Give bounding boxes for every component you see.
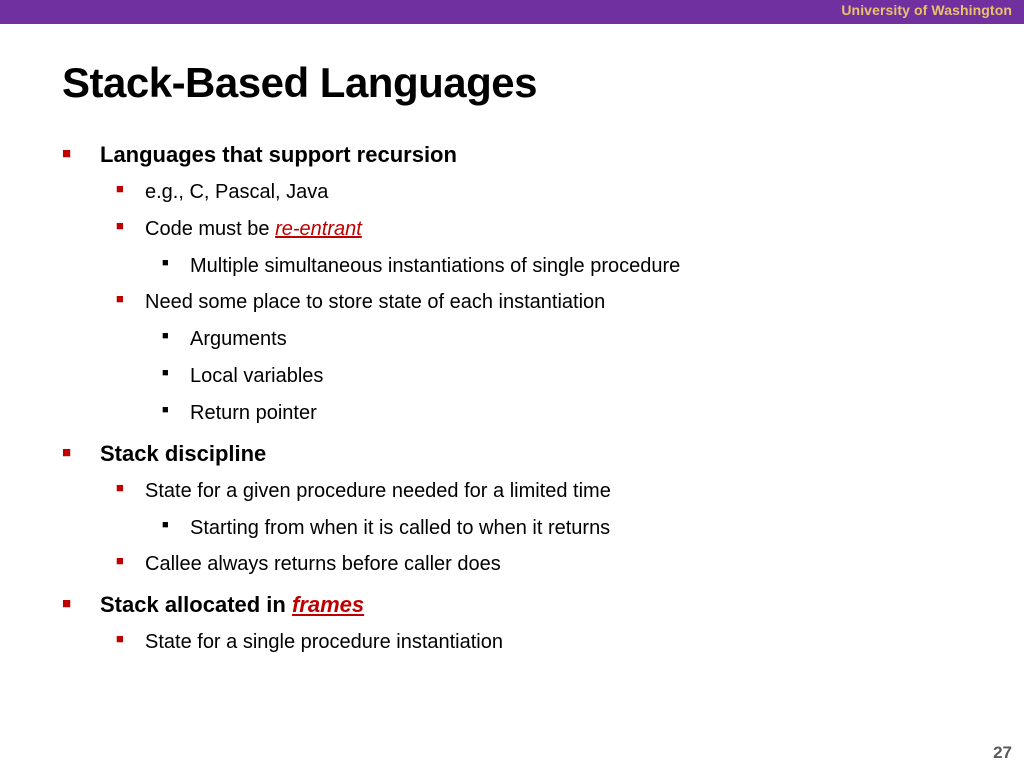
bullet-local-variables xyxy=(162,365,323,388)
bullet-store-state xyxy=(116,291,605,314)
square-bullet-icon: ■ xyxy=(116,631,124,646)
reentrant-term: re-entrant xyxy=(275,218,362,240)
bullet-text: Arguments xyxy=(190,328,287,350)
bullet-limited-time xyxy=(116,480,611,503)
square-bullet-icon: ■ xyxy=(62,444,72,461)
university-label: University of Washington xyxy=(841,2,1012,18)
bullet-text: Multiple simultaneous instantiations of single procedure xyxy=(190,255,681,277)
square-bullet-icon: ■ xyxy=(116,218,124,233)
bullet-text: e.g., C, Pascal, Java xyxy=(145,181,329,203)
bullet-text-lead: Code must be xyxy=(145,218,276,240)
square-bullet-icon: ■ xyxy=(116,480,124,495)
bullet-text xyxy=(100,592,364,617)
bullet-text: State for a given procedure needed for a limited time xyxy=(145,480,611,502)
bullet-called-returns xyxy=(162,517,610,540)
slide-title: Stack-Based Languages xyxy=(62,59,538,106)
bullet-return-pointer xyxy=(162,402,317,425)
square-bullet-icon: ■ xyxy=(62,145,72,162)
bullet-text: State for a single procedure instantiation xyxy=(145,631,503,653)
bullet-text: Stack discipline xyxy=(100,441,267,466)
bullet-text-lead: Stack allocated in xyxy=(100,592,292,617)
bullet-single-instantiation xyxy=(116,631,503,654)
bullet-text: Callee always returns before caller does xyxy=(145,553,501,575)
bullet-stack-frames xyxy=(62,592,364,618)
bullet-text: Starting from when it is called to when it returns xyxy=(190,517,611,539)
bullet-recursion xyxy=(62,142,457,168)
small-square-bullet-icon: ■ xyxy=(162,257,169,269)
bullet-text: Return pointer xyxy=(190,402,317,424)
bullet-text: Languages that support recursion xyxy=(100,142,457,167)
bullet-arguments xyxy=(162,328,287,351)
bullet-text: Local variables xyxy=(190,365,324,387)
bullet-text: Need some place to store state of each instantiation xyxy=(145,291,606,313)
square-bullet-icon: ■ xyxy=(116,553,124,568)
small-square-bullet-icon: ■ xyxy=(162,367,169,379)
square-bullet-icon: ■ xyxy=(116,291,124,306)
frames-term: frames xyxy=(291,592,365,617)
square-bullet-icon: ■ xyxy=(62,595,72,612)
bullet-callee-returns xyxy=(116,553,501,576)
bullet-instantiations xyxy=(162,255,680,278)
bullet-text xyxy=(145,218,362,240)
small-square-bullet-icon: ■ xyxy=(162,330,169,342)
bullet-reentrant xyxy=(116,218,362,241)
page-number: 27 xyxy=(993,743,1012,762)
square-bullet-icon: ■ xyxy=(116,181,124,196)
small-square-bullet-icon: ■ xyxy=(162,519,169,531)
bullet-stack-discipline xyxy=(62,441,266,467)
bullet-examples xyxy=(116,181,328,204)
small-square-bullet-icon: ■ xyxy=(162,404,169,416)
